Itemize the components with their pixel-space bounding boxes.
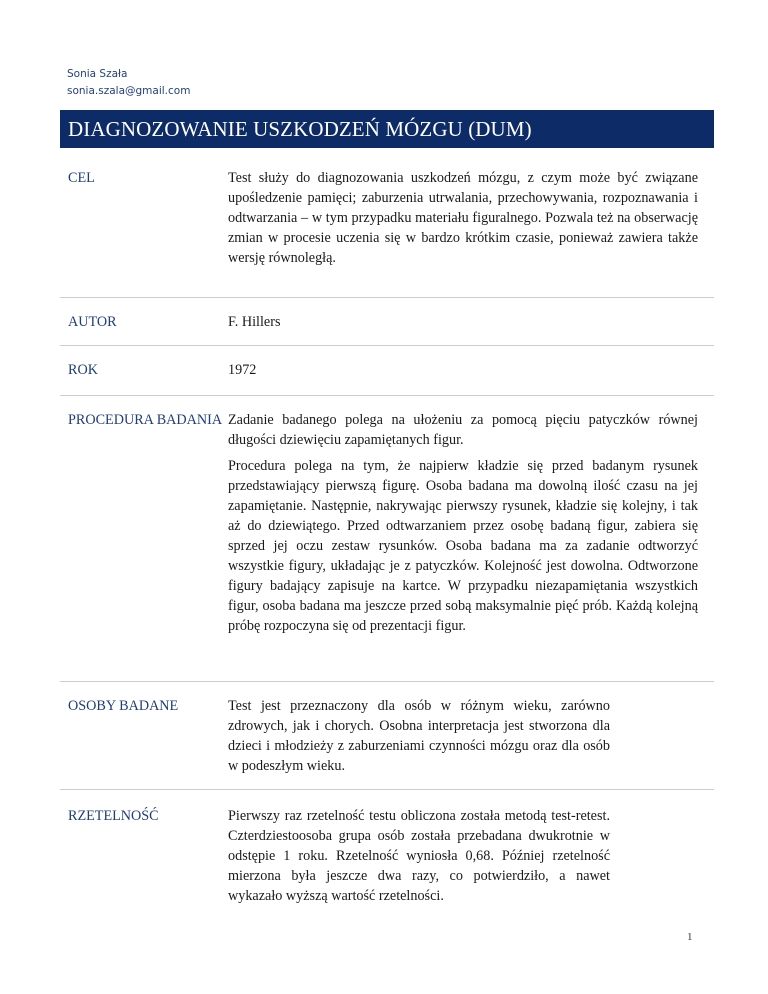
osoby-text: Test jest przeznaczony dla osób w różnym wieku, zarówno zdrowych, jak i chorych. Osobna interpretacja jest stworzona dla dzieci i młodzieży z zaburzeniami czynności mózgu oraz dla osób w podeszłym wieku. — [228, 698, 610, 774]
row-label-rzetelnosc: RZETELNOŚĆ — [68, 808, 159, 824]
document-title: DIAGNOZOWANIE USZKODZEŃ MÓZGU (DUM) — [60, 110, 714, 148]
author-email: sonia.szala@gmail.com — [67, 85, 191, 97]
rok-text: 1972 — [228, 362, 257, 378]
row-content-procedura — [228, 410, 698, 681]
row-label-rok: ROK — [68, 362, 98, 378]
row-cel — [60, 148, 714, 298]
row-label-procedura: PROCEDURA BADANIA — [68, 412, 223, 428]
row-rzetelnosc — [60, 790, 714, 910]
row-osoby-badane — [60, 682, 714, 790]
row-content-rzetelnosc — [228, 806, 610, 910]
row-label-autor: AUTOR — [68, 314, 117, 330]
autor-text: F. Hillers — [228, 314, 281, 330]
row-procedura — [60, 396, 714, 682]
row-content-osoby-badane — [228, 696, 610, 789]
procedura-paragraph-2: Procedura polega na tym, że najpierw kładzie się przed badanym rysunek przedstawiający pierwszą figurę. Osoba badana ma dowolną ilość czasu na jej zapamiętanie. Następnie, nakrywając pierwszy rysunek, kładzie się kolejny, i tak aż do dziewiątego. Przed odtwarzaniem przez osobę badaną figur, zabiera się sprzed jej oczu zestaw rysunków. Osoba badana ma za zadanie odtworzyć wszystkie figury, układając je z patyczków. Kolejność jest dowolna. Odtworzone figury badający zapisuje na kartce. W przypadku niezapamiętania wszystkich figur, osoba badana ma jeszcze przed sobą maksymalnie pięć prób. Każdą kolejną próbę rozpoczyna się od prezentacji figur. — [228, 458, 698, 634]
row-label-osoby-badane: OSOBY BADANE — [68, 698, 179, 714]
row-rok — [60, 346, 714, 396]
rzetelnosc-text: Pierwszy raz rzetelność testu obliczona została metodą test-retest. Czterdziestoosoba grupa osób została przebadana dwukrotnie w odstępie 1 roku. Rzetelność wyniosła 0,68. Później rzetelność mierzona była jeszcze dwa razy, co potwierdziło, a nawet wykazało wyższą wartość rzetelności. — [228, 808, 610, 904]
author-name: Sonia Szała — [67, 68, 128, 80]
page-number: 1 — [687, 931, 693, 943]
row-content-autor — [228, 312, 698, 345]
row-content-rok — [228, 360, 698, 395]
cel-text: Test służy do diagnozowania uszkodzeń mózgu, z czym może być związane upośledzenie pamięci; zaburzenia utrwalania, przechowywania, rozpoznawania i odtwarzania – w tym przypadku materiału figuralnego. Pozwala też na obserwację zmian w procesie uczenia się w bardzo krótkim czasie, ponieważ zawiera także wersję równoległą. — [228, 170, 698, 266]
row-label-cel: CEL — [68, 170, 95, 186]
row-autor — [60, 298, 714, 346]
author-info — [67, 66, 190, 100]
info-table — [60, 148, 714, 910]
row-content-cel — [228, 168, 698, 297]
procedura-paragraph-1: Zadanie badanego polega na ułożeniu za pomocą pięciu patyczków równej długości dziewięciu zapamiętanych figur. — [228, 412, 698, 448]
